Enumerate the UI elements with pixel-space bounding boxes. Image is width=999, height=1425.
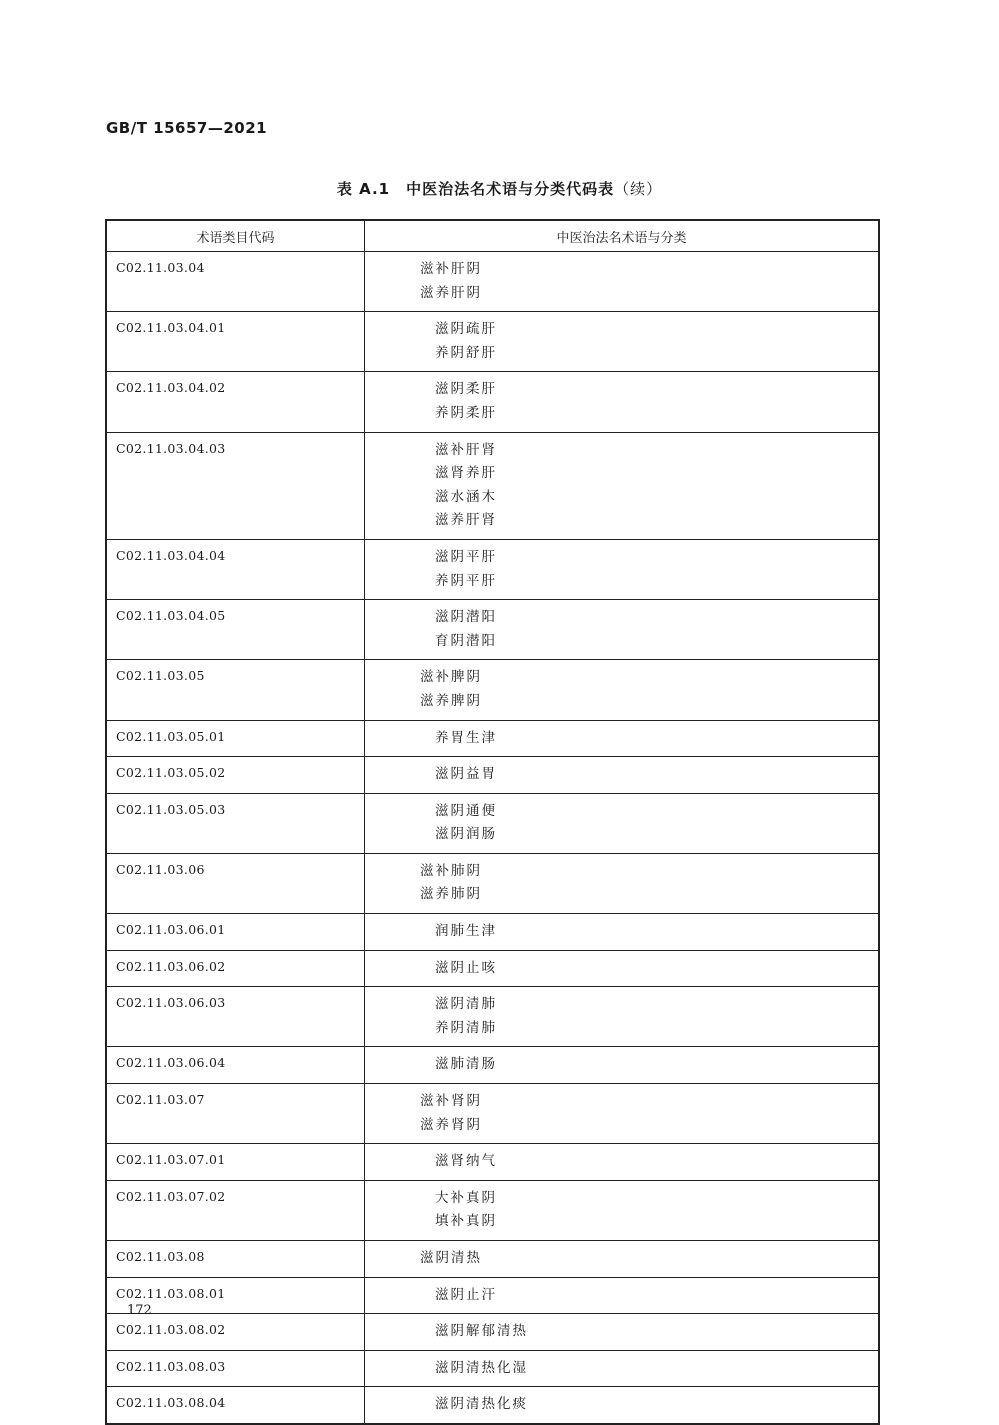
category-code-cell: C02.11.03.08.01 [106, 1277, 365, 1314]
term-name: 滋补肾阴 [420, 1093, 482, 1110]
term-cell [365, 853, 880, 913]
term-name: 滋阴清热化痰 [435, 1396, 528, 1413]
category-code-cell: C02.11.03.06.02 [106, 950, 365, 987]
term-cell [365, 720, 880, 757]
term-cell [365, 914, 880, 951]
term-name: 滋阴止咳 [435, 959, 497, 976]
table-row [106, 757, 879, 794]
category-code-cell: C02.11.03.04.01 [106, 312, 365, 372]
category-code-cell: C02.11.03.08.04 [106, 1387, 365, 1424]
table-body [106, 252, 879, 1424]
table-row [106, 853, 879, 913]
table-row [106, 1047, 879, 1084]
column-header-code: 术语类目代码 [106, 220, 365, 252]
term-cell [365, 1241, 880, 1278]
term-name: 滋阴解郁清热 [435, 1323, 528, 1340]
term-name: 滋养肺阴 [420, 886, 482, 903]
term-cell [365, 1314, 880, 1351]
term-cell [365, 1350, 880, 1387]
column-header-term: 中医治法名术语与分类 [365, 220, 880, 252]
term-cell [365, 432, 880, 539]
term-cell [365, 1387, 880, 1424]
table-row [106, 1387, 879, 1424]
category-code-cell: C02.11.03.07.02 [106, 1180, 365, 1240]
term-cell [365, 757, 880, 794]
term-name: 滋补脾阴 [420, 669, 482, 686]
term-cell [365, 1047, 880, 1084]
term-name: 滋阴止汗 [435, 1286, 497, 1303]
table-row [106, 252, 879, 312]
standard-code: GB/T 15657—2021 [106, 119, 268, 137]
term-name: 滋阴益胃 [435, 766, 497, 783]
category-code-cell: C02.11.03.04.04 [106, 539, 365, 599]
term-name: 滋阴平肝 [435, 548, 497, 565]
term-name: 滋肾养肝 [435, 465, 497, 482]
table-row [106, 793, 879, 853]
category-code-cell: C02.11.03.08 [106, 1241, 365, 1278]
table-row [106, 987, 879, 1047]
category-code-cell: C02.11.03.06.01 [106, 914, 365, 951]
table-title-name: 中医治法名术语与分类代码表 [406, 180, 615, 198]
term-name: 养阴舒肝 [435, 344, 497, 361]
term-cell [365, 987, 880, 1047]
term-name: 滋肾纳气 [435, 1153, 497, 1170]
terms-table [105, 219, 880, 1425]
term-name: 滋阴疏肝 [435, 321, 497, 338]
term-cell [365, 1180, 880, 1240]
table-row [106, 312, 879, 372]
term-cell [365, 660, 880, 720]
term-cell [365, 1277, 880, 1314]
category-code-cell: C02.11.03.04.05 [106, 600, 365, 660]
term-name: 养阴平肝 [435, 572, 497, 589]
table-row [106, 600, 879, 660]
term-name: 滋养肾阴 [420, 1116, 482, 1133]
category-code-cell: C02.11.03.06.03 [106, 987, 365, 1047]
term-cell [365, 1144, 880, 1181]
term-name: 滋阴清热 [420, 1250, 482, 1266]
term-name: 滋补肝肾 [435, 441, 497, 458]
term-name: 养阴清肺 [435, 1019, 497, 1036]
table-row [106, 1314, 879, 1351]
term-name: 育阴潜阳 [435, 632, 497, 649]
table-row [106, 720, 879, 757]
category-code-cell: C02.11.03.06 [106, 853, 365, 913]
table-row [106, 1144, 879, 1181]
term-name: 滋补肺阴 [420, 862, 482, 879]
table-row [106, 1277, 879, 1314]
category-code-cell: C02.11.03.08.03 [106, 1350, 365, 1387]
term-name: 滋养肝阴 [420, 284, 482, 301]
term-cell [365, 950, 880, 987]
table-row [106, 1241, 879, 1278]
term-name: 滋养肝肾 [435, 512, 497, 529]
table-row [106, 1084, 879, 1144]
term-name: 滋阴润肠 [435, 826, 497, 843]
category-code-cell: C02.11.03.05.02 [106, 757, 365, 794]
term-name: 滋阴清肺 [435, 996, 497, 1013]
category-code-cell: C02.11.03.04.03 [106, 432, 365, 539]
table-header-row [106, 220, 879, 252]
term-name: 大补真阴 [435, 1189, 497, 1206]
term-name: 养胃生津 [435, 729, 497, 746]
term-name: 滋养脾阴 [420, 692, 482, 709]
term-name: 滋阴柔肝 [435, 381, 497, 398]
table-row [106, 539, 879, 599]
category-code-cell: C02.11.03.04 [106, 252, 365, 312]
table-row [106, 372, 879, 432]
term-name: 滋补肝阴 [420, 261, 482, 277]
table-row [106, 1180, 879, 1240]
term-cell [365, 312, 880, 372]
term-cell [365, 793, 880, 853]
term-cell [365, 1084, 880, 1144]
category-code-cell: C02.11.03.08.02 [106, 1314, 365, 1351]
category-code-cell: C02.11.03.05 [106, 660, 365, 720]
table-row [106, 1350, 879, 1387]
term-name: 润肺生津 [435, 923, 497, 940]
category-code-cell: C02.11.03.05.01 [106, 720, 365, 757]
term-name: 滋阴清热化湿 [435, 1359, 528, 1376]
term-name: 养阴柔肝 [435, 404, 497, 421]
term-name: 填补真阴 [435, 1213, 497, 1230]
term-name: 滋阴通便 [435, 802, 497, 819]
term-cell [365, 252, 880, 312]
term-cell [365, 539, 880, 599]
table-row [106, 432, 879, 539]
category-code-cell: C02.11.03.07.01 [106, 1144, 365, 1181]
category-code-cell: C02.11.03.07 [106, 1084, 365, 1144]
term-name: 滋阴潜阳 [435, 609, 497, 626]
category-code-cell: C02.11.03.04.02 [106, 372, 365, 432]
page-number: 172 [127, 1303, 152, 1318]
category-code-cell: C02.11.03.06.04 [106, 1047, 365, 1084]
table-row [106, 660, 879, 720]
term-cell [365, 600, 880, 660]
table-title [0, 178, 999, 199]
table-title-continued: （续） [614, 180, 663, 198]
term-name: 滋水涵木 [435, 488, 497, 505]
category-code-cell: C02.11.03.05.03 [106, 793, 365, 853]
table-title-label: 表 A.1 [336, 180, 391, 198]
term-cell [365, 372, 880, 432]
table-row [106, 950, 879, 987]
term-name: 滋肺清肠 [435, 1056, 497, 1073]
table-row [106, 914, 879, 951]
